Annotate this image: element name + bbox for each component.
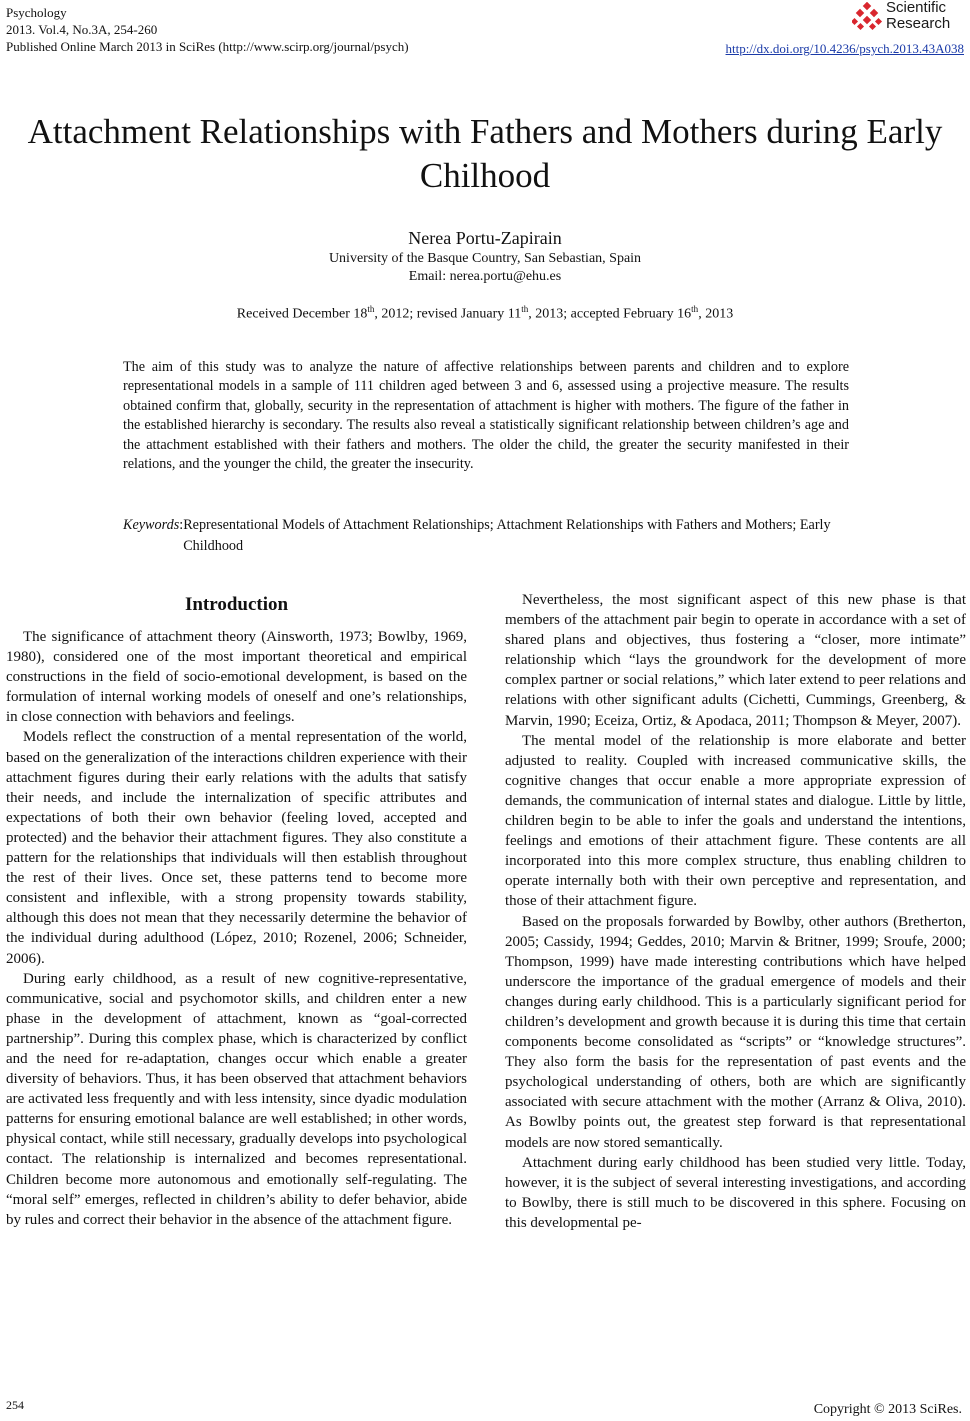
scientific-research-logo-icon [852,2,884,32]
journal-name: Psychology [6,5,67,20]
affiliation: University of the Basque Country, San Sebastian, Spain [328,251,642,266]
revised-suffix: th [521,304,529,314]
doi-link[interactable]: http://dx.doi.org/10.4236/psych.2013.43A038 [725,41,964,56]
paragraph: Models reflect the construction of a mental representation of the world, based on the generalization of the interactions children experience with their attachment figures during their early relations with the adults that satisfy their needs, and include the internalization of specific attributes and expectations of both their own behavior (feeling loved, accepted and protected) and the behavior their attachment figures. They also constitute a pattern for the relationships that individuals will then establish throughout the rest of their lives. Once set, these patterns tend to become more consistent and inflexible, with a strong propensity towards stability, although this does not mean that they necessarily determine the behavior of the individual during adulthood (López, 2010; Rozenel, 2006; Schneider, 2006). [6,729,467,967]
logo-text [886,0,950,32]
copyright: Copyright © 2013 SciRes. [813,1402,962,1417]
paragraph: The mental model of the relationship is more elaborate and better adjusted to reality. Coupled with increased communicative skills, the cognitive changes that occur enable a more appropriate expression of demands, the communication of internal states and dialogue. Little by little, children begin to be able to infer the goals and understand the intentions, feelings and emotions of their attachment figure. These contents are all incorporated into this more complex structure, thus enabling children to operate internally both with their own perceptive and representation, and those of their attachment figure. [505,732,966,910]
received-date: Received December 18 [236,306,368,322]
keywords-text: Representational Models of Attachment Relationships; Attachment Relationships with Fathers and Mothers; Early Childhood [183,517,831,554]
right-column [505,590,966,1233]
page-number: 254 [6,1398,24,1412]
received-suffix: th [367,304,375,314]
accepted-date: , 2013; accepted February 16 [528,306,692,322]
left-column [6,590,467,1230]
accepted-year: , 2013 [698,306,734,322]
keywords-colon: : [179,517,184,533]
section-heading-introduction: Introduction [184,594,289,615]
author-name: Nerea Portu-Zapirain [408,228,562,248]
abstract: The aim of this study was to analyze the nature of affective relationships between parents and children and to explore representational models in a sample of 111 children aged between 3 and 6, assessed using a projective measure. The results obtained confirm that, globally, security in the representation of attachment is higher with mothers. The figure of the father in the established hierarchy is secondary. The results also reveal a statistically significant relationship between children’s age and the attachment established with their fathers and mothers. The older the child, the greater the security manifested in their relations, and the younger the child, the greater the insecurity. [123,359,849,473]
paragraph: Based on the proposals forwarded by Bowlby, other authors (Bretherton, 2005; Cassidy, 1994; Geddes, 2010; Marvin & Britner, 1999; Sroufe, 2000; Thompson, 1999) have made interesting contributions which have helped underscore the importance of the gradual emergence of models and their changes during early childhood. This is a particularly significant period for children’s development and growth because it is during this time that certain components become consolidated as “scripts” or “knowledge structures”. They also form the basis for the representation of past events and the psychological understanding of others, both are which are significantly associated with secure attachment with the mother (Arranz & Oliva, 2010). As Bowlby points out, the greatest step forward is that representational models are now stored semantically. [505,913,966,1151]
paper-title: Attachment Relationships with Fathers and Mothers during Early Chilhood [27,112,943,195]
author-affiliation-block [0,250,970,286]
revised-date: , 2012; revised January 11 [374,306,522,322]
received-dates [0,304,970,323]
paragraph: During early childhood, as a result of new cognitive-representative, communicative, social and psychomotor skills, and children enter a new phase in the development of attachment, known as “goal-corrected partnership”. During this complex phase, which is characterized by conflict and the need for re-adaptation, changes occur which enable a greater diversity of behaviors. Thus, it has been observed that attachment behaviors are activated less frequently and with less intensity, since dyadic modulation patterns for ensuring emotional balance are well established; in other words, physical contact, while still necessary, gradually develops into psychological contact. The relationship is internalized and becomes representational. Children become more autonomous and emotionally self-regulating. The “moral self” emerges, reflected in children’s ability to defer behavior, abide by rules and correct their behavior in the absence of the attachment figure. [6,970,467,1228]
author-email: Email: nerea.portu@ehu.es [408,269,562,284]
logo-line-1: Scientific [886,0,947,16]
keywords [123,515,849,557]
keywords-label: Keywords [123,517,180,533]
journal-header [6,4,409,55]
published-online: Published Online March 2013 in SciRes (http://www.scirp.org/journal/psych) [6,39,409,54]
accepted-suffix: th [691,304,699,314]
paragraph: The significance of attachment theory (Ainsworth, 1973; Bowlby, 1969, 1980), considered one of the most important theoretical and empirical constructions in the field of socio-emotional development, is based on the formulation of internal working models of oneself and one’s relationships, in close connection with behaviors and feelings. [6,629,467,726]
publisher-logo [852,0,962,38]
paragraph: Attachment during early childhood has been studied very little. Today, however, it is the subject of several interesting investigations, and according to Bowlby, there is still much to be discovered in this sphere. Focusing on this developmental pe- [505,1154,966,1231]
logo-line-2: Research [886,15,951,32]
journal-volume: 2013. Vol.4, No.3A, 254-260 [6,22,158,37]
paragraph: Nevertheless, the most significant aspect of this new phase is that members of the attachment pair begin to operate in accordance with a set of shared plans and objectives, thus fostering a “closer, more intimate” relationship which “lays the groundwork for the development of more complex partner or social relations,” which later extend to peer relations and relations with other significant adults (Cichetti, Cummings, Greenberg, & Marvin, 1990; Eceiza, Ortiz, & Apodaca, 2011; Thompson & Meyer, 2007). [505,592,966,729]
